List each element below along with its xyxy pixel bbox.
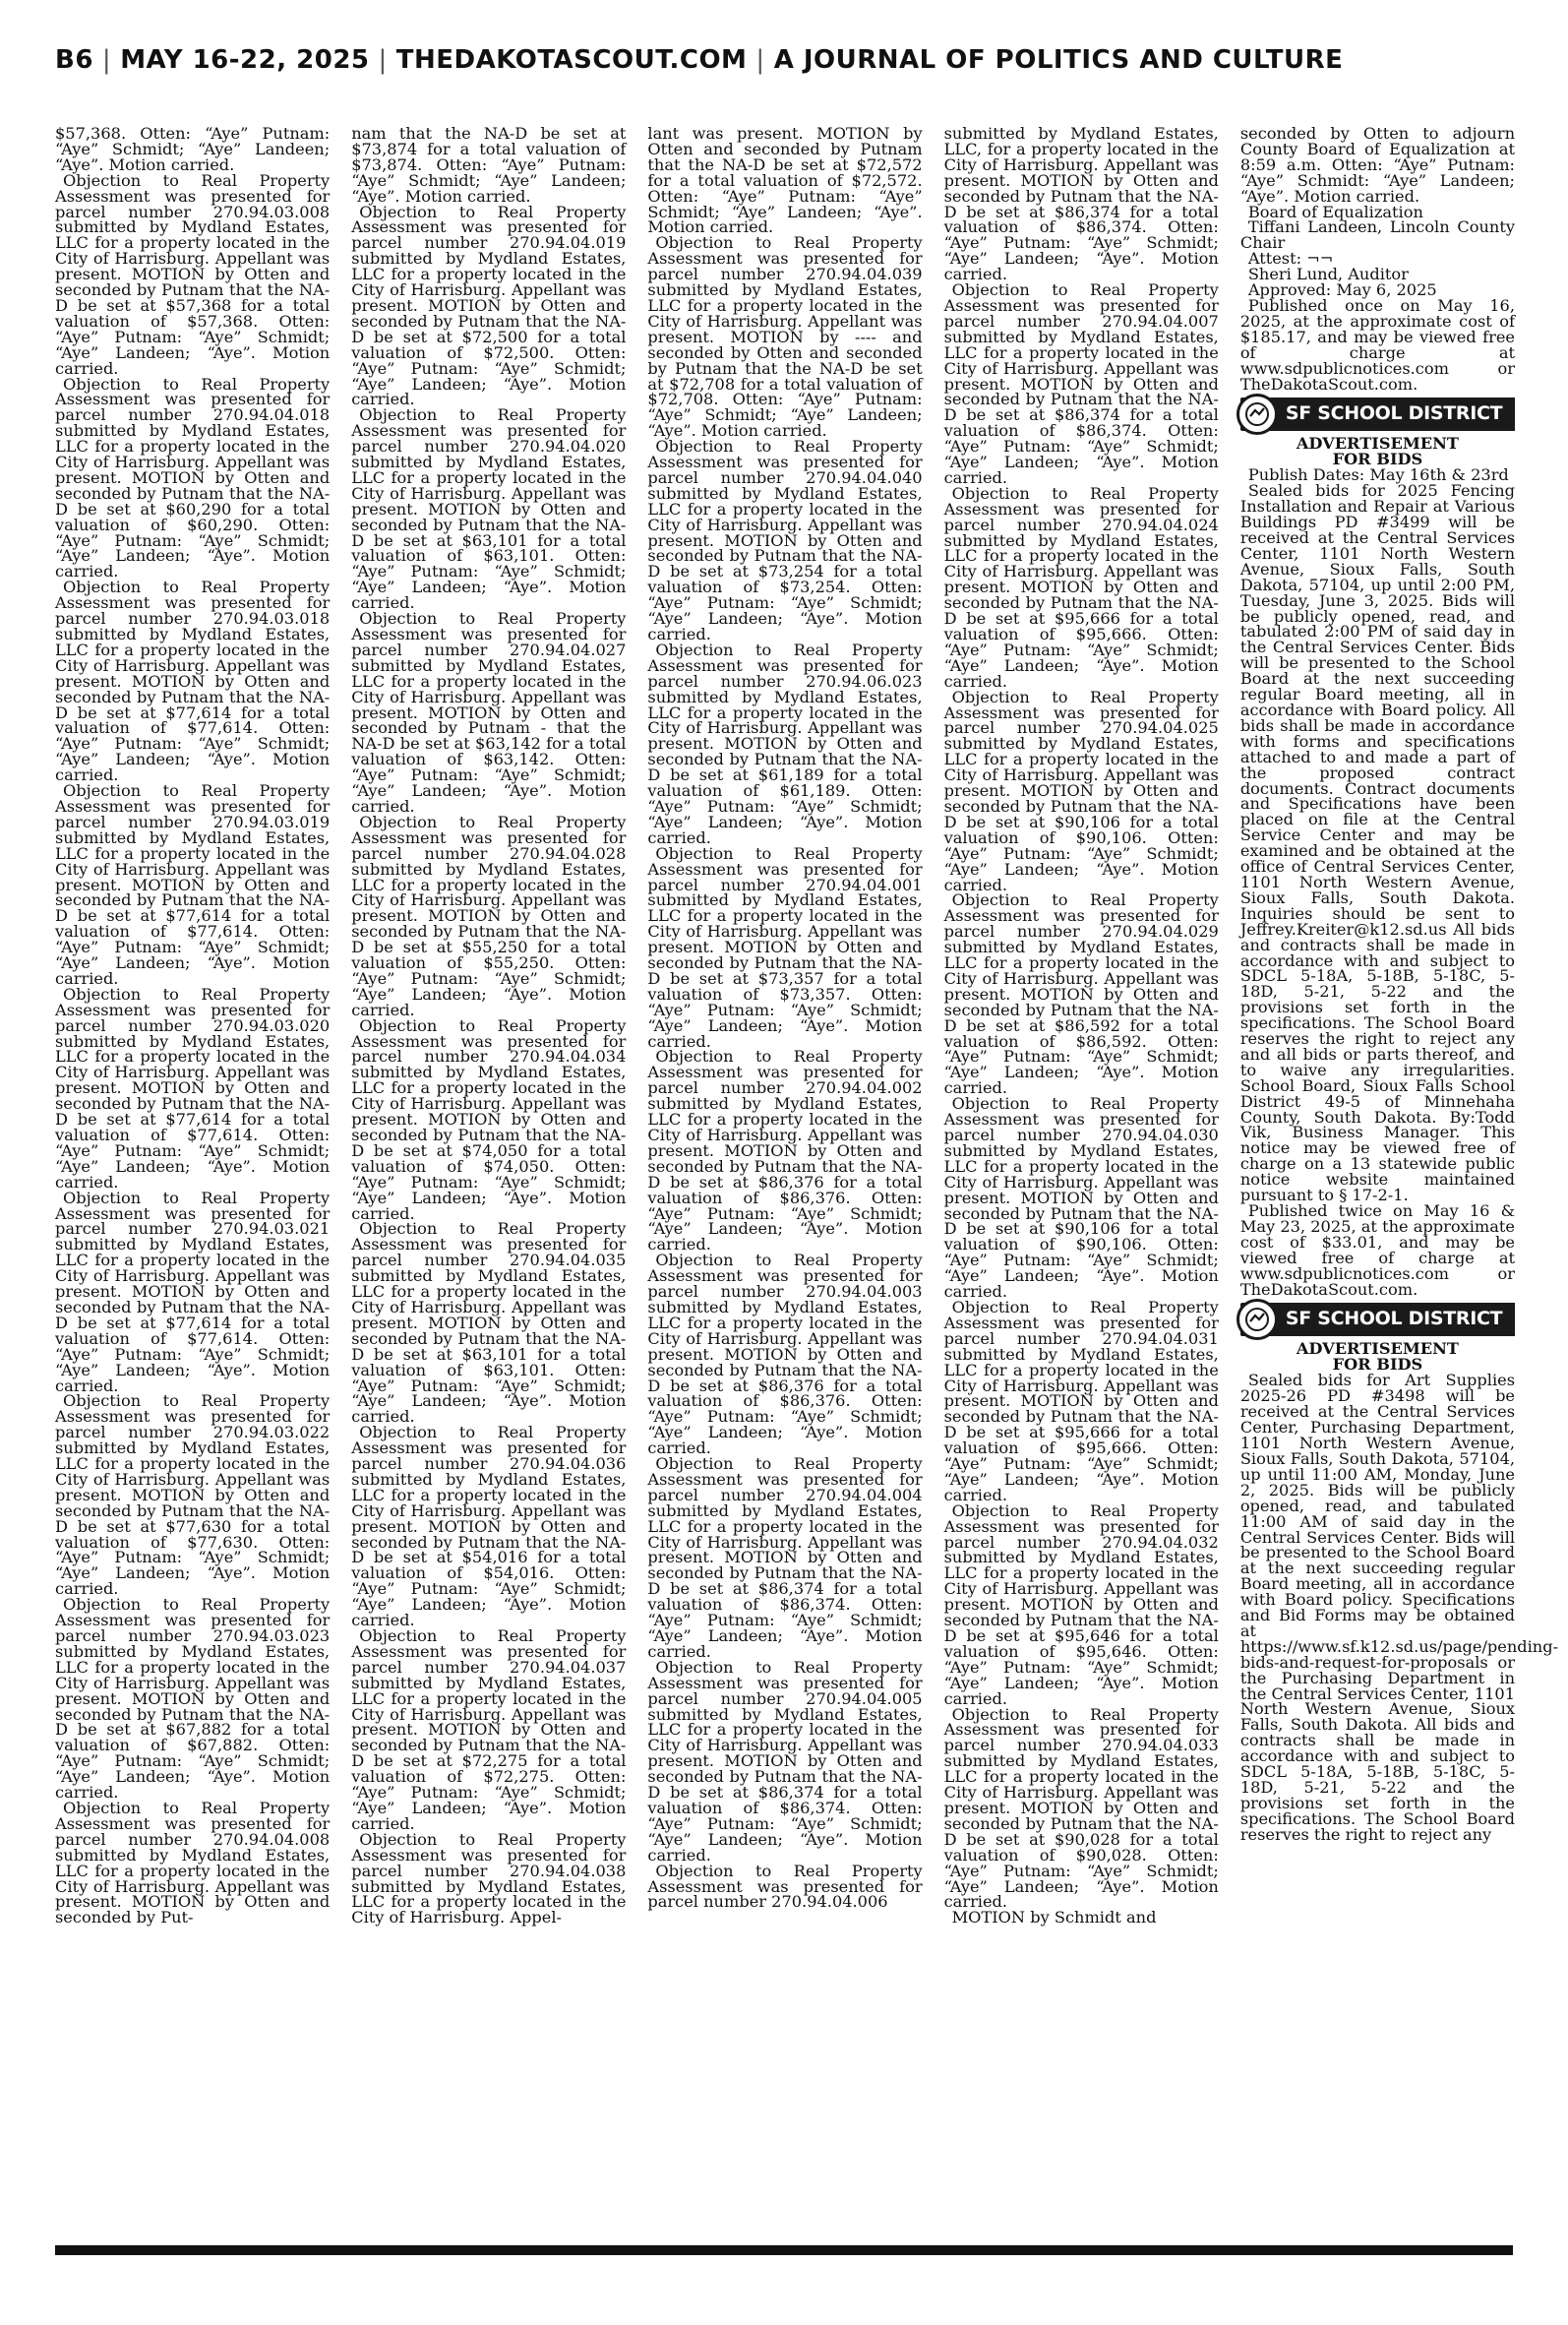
art-supplies-bid-notice [1239, 1371, 1559, 1844]
notice-paragraph: Sheri Lund, Auditor [1247, 265, 1409, 284]
notice-paragraph: Objection to Real Property Assessment was presented for parcel number 270.94.04.039 submitted by Mydland Estates, LLC for a property located in the City of Harrisburg. Appellant was present. MOTION by ---- and seconded by Otten and seconded by Putnam that the NA-D be set at $72,708 for a total valuation of $72,708. Otten: “Aye” Putnam: “Aye” Schmidt; “Aye” Landeen; “Aye”. Motion carried. [647, 233, 923, 441]
notice-paragraph: Objection to Real Property Assessment was presented for parcel number 270.94.04.037 submitted by Mydland Estates, LLC for a property located in the City of Harrisburg. Appellant was present. MOTION by Otten and seconded by Putnam that the NA-D be set at $72,275 for a total valuation of $72,275. Otten: “Aye” Putnam: “Aye” Schmidt; “Aye” Landeen; “Aye”. Motion carried. [351, 1626, 627, 1833]
notice-paragraph: Objection to Real Property Assessment was presented for parcel number 270.94.04.008 submitted by Mydland Estates, LLC for a property located in the City of Harrisburg. Appellant was present. MOTION by Otten and seconded by Put- [55, 1798, 331, 1927]
notice-paragraph: Objection to Real Property Assessment was presented for parcel number 270.94.03.021 submitted by Mydland Estates, LLC for a property located in the City of Harrisburg. Appellant was present. MOTION by Otten and seconded by Putnam that the NA-D be set at $77,614 for a total valuation of $77,614. Otten: “Aye” Putnam: “Aye” Schmidt; “Aye” Landeen; “Aye”. Motion carried. [55, 1188, 331, 1395]
notice-paragraph: Objection to Real Property Assessment was presented for parcel number 270.94.03.023 submitted by Mydland Estates, LLC for a property located in the City of Harrisburg. Appellant was present. MOTION by Otten and seconded by Putnam that the NA-D be set at $67,882 for a total valuation of $67,882. Otten: “Aye” Putnam: “Aye” Schmidt; “Aye” Landeen; “Aye”. Motion carried. [55, 1595, 331, 1803]
notice-paragraph: Objection to Real Property Assessment was presented for parcel number 270.94.06.023 submitted by Mydland Estates, LLC for a property located in the City of Harrisburg. Appellant was present. MOTION by Otten and seconded by Putnam that the NA-D be set at $61,189 for a total valuation of $61,189. Otten: “Aye” Putnam: “Aye” Schmidt; “Aye” Landeen; “Aye”. Motion carried. [647, 640, 923, 847]
legal-notices-columns [55, 124, 1559, 2233]
ad-subtitle: FOR BIDS [1332, 1355, 1423, 1375]
notice-paragraph: Objection to Real Property Assessment was presented for parcel number 270.94.04.005 submitted by Mydland Estates, LLC for a property located in the City of Harrisburg. Appellant was present. MOTION by Otten and seconded by Putnam that the NA-D be set at $86,374 for a total valuation of $86,374. Otten: “Aye” Putnam: “Aye” Schmidt; “Aye” Landeen; “Aye”. Motion carried. [647, 1657, 923, 1865]
notice-paragraph: Objection to Real Property Assessment was presented for parcel number 270.94.03.019 submitted by Mydland Estates, LLC for a property located in the City of Harrisburg. Appellant was present. MOTION by Otten and seconded by Putnam that the NA-D be set at $77,614 for a total valuation of $77,614. Otten: “Aye” Putnam: “Aye” Schmidt; “Aye” Landeen; “Aye”. Motion carried. [55, 781, 331, 988]
notice-paragraph: submitted by Mydland Estates, LLC, for a property located in the City of Harrisburg. Appellant was present. MOTION by Otten and seconded by Putnam that the NA-D be set at $86,374 for a total valuation of $86,374. Otten: “Aye” Putnam: “Aye” Schmidt; “Aye” Landeen; “Aye”. Motion carried. [943, 124, 1219, 284]
notice-paragraph: Objection to Real Property Assessment was presented for parcel number 270.94.04.004 submitted by Mydland Estates, LLC for a property located in the City of Harrisburg. Appellant was present. MOTION by Otten and seconded by Putnam that the NA-D be set at $86,374 for a total valuation of $86,374. Otten: “Aye” Putnam: “Aye” Schmidt; “Aye” Landeen; “Aye”. Motion carried. [647, 1454, 923, 1661]
notice-paragraph: Published twice on May 16 & May 23, 2025, at the approximate cost of $33.01, and may be viewed free of charge at www.sdpublicnotices.com or TheDakotaScout.com. [1239, 1201, 1516, 1299]
notice-paragraph: Objection to Real Property Assessment was presented for parcel number 270.94.03.018 submitted by Mydland Estates, LLC for a property located in the City of Harrisburg. Appellant was present. MOTION by Otten and seconded by Putnam that the NA-D be set at $77,614 for a total valuation of $77,614. Otten: “Aye” Putnam: “Aye” Schmidt; “Aye” Landeen; “Aye”. Motion carried. [55, 578, 331, 785]
footer-rule [55, 2245, 1513, 2255]
notice-paragraph: Objection to Real Property Assessment was presented for parcel number 270.94.04.024 submitted by Mydland Estates, LLC for a property located in the City of Harrisburg. Appellant was present. MOTION by Otten and seconded by Putnam that the NA-D be set at $95,666 for a total valuation of $95,666. Otten: “Aye” Putnam: “Aye” Schmidt; “Aye” Landeen; “Aye”. Motion carried. [943, 483, 1219, 691]
notice-paragraph: Objection to Real Property Assessment was presented for parcel number 270.94.04.007 submitted by Mydland Estates, LLC for a property located in the City of Harrisburg. Appellant was present. MOTION by Otten and seconded by Putnam that the NA-D be set at $86,374 for a total valuation of $86,374. Otten: “Aye” Putnam: “Aye” Schmidt; “Aye” Landeen; “Aye”. Motion carried. [943, 280, 1219, 487]
notice-paragraph: Objection to Real Property Assessment was presented for parcel number 270.94.03.008 submitted by Mydland Estates, LLC for a property located in the City of Harrisburg. Appellant was present. MOTION by Otten and seconded by Putnam that the NA-D be set at $57,368 for a total valuation of $57,368. Otten: “Aye” Putnam: “Aye” Schmidt; “Aye” Landeen; “Aye”. Motion carried. [55, 170, 331, 378]
notice-paragraph: nam that the NA-D be set at $73,874 for a total valuation of $73,874. Otten: “Aye” Putnam: “Aye” Schmidt; “Aye” Landeen; “Aye”. Motion carried. [351, 124, 627, 206]
notice-paragraph: Objection to Real Property Assessment was presented for parcel number 270.94.04.003 submitted by Mydland Estates, LLC for a property located in the City of Harrisburg. Appellant was present. MOTION by Otten and seconded by Putnam that the NA-D be set at $86,376 for a total valuation of $86,376. Otten: “Aye” Putnam: “Aye” Schmidt; “Aye” Landeen; “Aye”. Motion carried. [647, 1251, 923, 1458]
notice-paragraph: Objection to Real Property Assessment was presented for parcel number 270.94.04.019 submitted by Mydland Estates, LLC for a property located in the City of Harrisburg. Appellant was present. MOTION by Otten and seconded by Putnam that the NA-D be set at $72,500 for a total valuation of $72,500. Otten: “Aye” Putnam: “Aye” Schmidt; “Aye” Landeen; “Aye”. Motion carried. [351, 202, 627, 409]
notice-paragraph: Objection to Real Property Assessment was presented for parcel number 270.94.04.038 submitted by Mydland Estates, LLC for a property located in the City of Harrisburg. Appel- [351, 1829, 627, 1927]
notice-paragraph: Published once on May 16, 2025, at the approximate cost of $185.17, and may be viewed free of charge at www.sdpublicnotices.com or TheDakotaScout.com. [1239, 295, 1516, 394]
section-banner-title: SF SCHOOL DISTRICT [1285, 1308, 1503, 1330]
notice-paragraph: Sealed bids for Art Supplies 2025-26 PD #3498 will be received at the Central Services Center, Purchasing Department, 1101 North Western Avenue, Sioux Falls, South Dakota, 57104, up until 11:00 AM, Monday, June 2, 2025. Bids will be publicly opened, read, and tabulated 11:00 AM of said day in the Central Services Center. Bids will be presented to the School Board at the next succeeding regular Board meeting, all in accordance with Board policy. Specifications and Bid Forms may be obtained at https://www.sf.k12.sd.us/page/pending-bids-and-request-for-proposals or the Purchasing Department in the Central Services Center, 1101 North Western Avenue, Sioux Falls, South Dakota. All bids and contracts shall be made in accordance with and subject to SDCL 5-18A, 5-18B, 5-18C, 5-18D, 5-21, 5-22 and the provisions set forth in the specifications. The School Board reserves the right to reject any [1239, 1371, 1559, 1844]
fencing-bid-notice [1240, 467, 1515, 1297]
ad-subtitle: FOR BIDS [1332, 450, 1423, 469]
notice-paragraph: Objection to Real Property Assessment was presented for parcel number 270.94.04.001 submitted by Mydland Estates, LLC for a property located in the City of Harrisburg. Appellant was present. MOTION by Otten and seconded by Putnam that the NA-D be set at $73,357 for a total valuation of $73,357. Otten: “Aye” Putnam: “Aye” Schmidt; “Aye” Landeen; “Aye”. Motion carried. [647, 843, 923, 1051]
notice-paragraph: Objection to Real Property Assessment was presented for parcel number 270.94.04.028 submitted by Mydland Estates, LLC for a property located in the City of Harrisburg. Appellant was present. MOTION by Otten and seconded by Putnam that the NA-D be set at $55,250 for a total valuation of $55,250. Otten: “Aye” Putnam: “Aye” Schmidt; “Aye” Landeen; “Aye”. Motion carried. [351, 812, 627, 1019]
notice-paragraph: Objection to Real Property Assessment was presented for parcel number 270.94.04.036 submitted by Mydland Estates, LLC for a property located in the City of Harrisburg. Appellant was present. MOTION by Otten and seconded by Putnam that the NA-D be set at $54,016 for a total valuation of $54,016. Otten: “Aye” Putnam: “Aye” Schmidt; “Aye” Landeen; “Aye”. Motion carried. [351, 1423, 627, 1630]
board-adjournment-notice [1240, 126, 1515, 392]
school-district-logo-icon [1236, 1299, 1278, 1340]
notice-paragraph: Objection to Real Property Assessment was presented for parcel number 270.94.04.040 submitted by Mydland Estates, LLC for a property located in the City of Harrisburg. Appellant was present. MOTION by Otten and seconded by Putnam that the NA-D be set at $73,254 for a total valuation of $73,254. Otten: “Aye” Putnam: “Aye” Schmidt; “Aye” Landeen; “Aye”. Motion carried. [647, 437, 923, 643]
notice-paragraph: Objection to Real Property Assessment was presented for parcel number 270.94.04.031 submitted by Mydland Estates, LLC for a property located in the City of Harrisburg. Appellant was present. MOTION by Otten and seconded by Putnam that the NA-D be set at $95,666 for a total valuation of $95,666. Otten: “Aye” Putnam: “Aye” Schmidt; “Aye” Landeen; “Aye”. Motion carried. [943, 1297, 1219, 1504]
page-number: B6 [55, 45, 93, 75]
column-2 [351, 126, 626, 2233]
issue-date: MAY 16-22, 2025 [120, 45, 370, 75]
notice-paragraph: Objection to Real Property Assessment was presented for parcel number 270.94.04.033 submitted by Mydland Estates, LLC for a property located in the City of Harrisburg. Appellant was present. MOTION by Otten and seconded by Putnam that the NA-D be set at $90,028 for a total valuation of $90,028. Otten: “Aye” Putnam: “Aye” Schmidt; “Aye” Landeen; “Aye”. Motion carried. [943, 1704, 1219, 1912]
notice-paragraph: Objection to Real Property Assessment was presented for parcel number 270.94.04.029 submitted by Mydland Estates, LLC for a property located in the City of Harrisburg. Appellant was present. MOTION by Otten and seconded by Putnam that the NA-D be set at $86,592 for a total valuation of $86,592. Otten: “Aye” Putnam: “Aye” Schmidt; “Aye” Landeen; “Aye”. Motion carried. [943, 890, 1219, 1098]
school-district-logo-icon [1236, 394, 1278, 435]
tagline: A JOURNAL OF POLITICS AND CULTURE [773, 45, 1344, 75]
site-name: THEDAKOTASCOUT.COM [395, 45, 748, 75]
ad-title: ADVERTISEMENT [1296, 1339, 1459, 1359]
notice-paragraph: Objection to Real Property Assessment was presented for parcel number 270.94.04.020 submitted by Mydland Estates, LLC for a property located in the City of Harrisburg. Appellant was present. MOTION by Otten and seconded by Putnam that the NA-D be set at $63,101 for a total valuation of $63,101. Otten: “Aye” Putnam: “Aye” Schmidt; “Aye” Landeen; “Aye”. Motion carried. [351, 405, 627, 613]
section-banner [1240, 398, 1515, 431]
notice-paragraph: Objection to Real Property Assessment was presented for parcel number 270.94.04.018 submitted by Mydland Estates, LLC for a property located in the City of Harrisburg. Appellant was present. MOTION by Otten and seconded by Putnam that the NA-D be set at $60,290 for a total valuation of $60,290. Otten: “Aye” Putnam: “Aye” Schmidt; “Aye” Landeen; “Aye”. Motion carried. [55, 374, 331, 581]
notice-paragraph: Objection to Real Property Assessment was presented for parcel number 270.94.04.035 submitted by Mydland Estates, LLC for a property located in the City of Harrisburg. Appellant was present. MOTION by Otten and seconded by Putnam that the NA-D be set at $63,101 for a total valuation of $63,101. Otten: “Aye” Putnam: “Aye” Schmidt; “Aye” Landeen; “Aye”. Motion carried. [351, 1219, 627, 1427]
column-4 [944, 126, 1219, 2233]
notice-paragraph: Objection to Real Property Assessment was presented for parcel number 270.94.03.020 submitted by Mydland Estates, LLC for a property located in the City of Harrisburg. Appellant was present. MOTION by Otten and seconded by Putnam that the NA-D be set at $77,614 for a total valuation of $77,614. Otten: “Aye” Putnam: “Aye” Schmidt; “Aye” Landeen; “Aye”. Motion carried. [55, 984, 331, 1192]
column-5 [1239, 124, 1559, 2233]
notice-paragraph: Objection to Real Property Assessment was presented for parcel number 270.94.04.002 submitted by Mydland Estates, LLC for a property located in the City of Harrisburg. Appellant was present. MOTION by Otten and seconded by Putnam that the NA-D be set at $86,376 for a total valuation of $86,376. Otten: “Aye” Putnam: “Aye” Schmidt; “Aye” Landeen; “Aye”. Motion carried. [647, 1047, 923, 1254]
notice-paragraph: Publish Dates: May 16th & 23rd [1247, 465, 1509, 485]
notice-paragraph: Attest: ¬¬ [1247, 249, 1334, 269]
ad-title: ADVERTISEMENT [1296, 434, 1459, 454]
notice-paragraph: MOTION by Schmidt and [951, 1908, 1157, 1927]
notice-paragraph: Objection to Real Property Assessment was presented for parcel number 270.94.04.034 submitted by Mydland Estates, LLC for a property located in the City of Harrisburg. Appellant was present. MOTION by Otten and seconded by Putnam that the NA-D be set at $74,050 for a total valuation of $74,050. Otten: “Aye” Putnam: “Aye” Schmidt; “Aye” Landeen; “Aye”. Motion carried. [351, 1015, 627, 1223]
notice-paragraph: Tiffani Landeen, Lincoln County Chair [1239, 217, 1516, 253]
notice-paragraph: Board of Equalization [1247, 202, 1423, 221]
notice-paragraph: Objection to Real Property Assessment was presented for parcel number 270.94.03.022 submitted by Mydland Estates, LLC for a property located in the City of Harrisburg. Appellant was present. MOTION by Otten and seconded by Putnam that the NA-D be set at $77,630 for a total valuation of $77,630. Otten: “Aye” Putnam: “Aye” Schmidt; “Aye” Landeen; “Aye”. Motion carried. [55, 1391, 331, 1599]
section-banner-title: SF SCHOOL DISTRICT [1285, 402, 1503, 425]
column-3 [647, 126, 922, 2233]
notice-paragraph: Approved: May 6, 2025 [1247, 280, 1437, 300]
notice-paragraph: Sealed bids for 2025 Fencing Installation and Repair at Various Buildings PD #3499 will be received at the Central Services Center, 1101 North Western Avenue, Sioux Falls, South Dakota, 57104, up until 2:00 PM, Tuesday, June 3, 2025. Bids will be publicly opened, read, and tabulated 2:00 PM of said day in the Central Services Center. Bids will be presented to the School Board at the next succeeding regular Board meeting, all in accordance with Board policy. All bids shall be made in accordance with forms and specifications attached to and made a part of the proposed contract documents. Contract documents and Specifications have been placed on file at the Central Service Center and may be examined and be obtained at the office of Central Services Center, 1101 North Western Avenue, Sioux Falls, South Dakota. Inquiries should be sent to Jeffrey.Kreiter@k12.sd.us All bids and contracts shall be made in accordance with and subject to SDCL 5-18A, 5-18B, 5-18C, 5-18D, 5-21, 5-22 and the provisions set forth in the specifications. The School Board reserves the right to reject any and all bids or parts thereof, and to waive any irregularities. School Board, Sioux Falls School District 49-5 of Minnehaha County, South Dakota. By:Todd Vik, Business Manager. This notice may be viewed free of charge on a 13 statewide public notice website maintained pursuant to § 17-2-1. [1239, 481, 1516, 1205]
notice-paragraph: $57,368. Otten: “Aye” Putnam: “Aye” Schmidt; “Aye” Landeen; “Aye”. Motion carried. [55, 124, 331, 174]
notice-paragraph: Objection to Real Property Assessment was presented for parcel number 270.94.04.030 submitted by Mydland Estates, LLC for a property located in the City of Harrisburg. Appellant was present. MOTION by Otten and seconded by Putnam that the NA-D be set at $90,106 for a total valuation of $90,106. Otten: “Aye” Putnam: “Aye” Schmidt; “Aye” Landeen; “Aye”. Motion carried. [943, 1094, 1219, 1302]
page-header: B6 | MAY 16-22, 2025 | THEDAKOTASCOUT.COM | A JOURNAL OF POLITICS AND CULTURE [55, 45, 1344, 75]
column-1 [55, 126, 330, 2233]
notice-paragraph: Objection to Real Property Assessment was presented for parcel number 270.94.04.025 submitted by Mydland Estates, LLC for a property located in the City of Harrisburg. Appellant was present. MOTION by Otten and seconded by Putnam that the NA-D be set at $90,106 for a total valuation of $90,106. Otten: “Aye” Putnam: “Aye” Schmidt; “Aye” Landeen; “Aye”. Motion carried. [943, 687, 1219, 894]
notice-paragraph: Objection to Real Property Assessment was presented for parcel number 270.94.04.006 [647, 1861, 923, 1912]
notice-paragraph: Objection to Real Property Assessment was presented for parcel number 270.94.04.027 submitted by Mydland Estates, LLC for a property located in the City of Harrisburg. Appellant was present. MOTION by Otten and seconded by Putnam - that the NA-D be set at $63,142 for a total valuation of $63,142. Otten: “Aye” Putnam: “Aye” Schmidt; “Aye” Landeen; “Aye”. Motion carried. [351, 609, 627, 816]
notice-paragraph: seconded by Otten to adjourn County Board of Equalization at 8:59 a.m. Otten: “Aye” Putnam: “Aye” Schmidt: “Aye” Landeen; “Aye”. Motion carried. [1239, 124, 1516, 206]
notice-paragraph: lant was present. MOTION by Otten and seconded by Putnam that the NA-D be set at $72,572 for a total valuation of $72,572. Otten: “Aye” Putnam: “Aye” Schmidt; “Aye” Landeen; “Aye”. Motion carried. [647, 124, 923, 237]
notice-paragraph: Objection to Real Property Assessment was presented for parcel number 270.94.04.032 submitted by Mydland Estates, LLC for a property located in the City of Harrisburg. Appellant was present. MOTION by Otten and seconded by Putnam that the NA-D be set at $95,646 for a total valuation of $95,646. Otten: “Aye” Putnam: “Aye” Schmidt; “Aye” Landeen; “Aye”. Motion carried. [943, 1500, 1219, 1708]
section-banner [1240, 1303, 1515, 1336]
